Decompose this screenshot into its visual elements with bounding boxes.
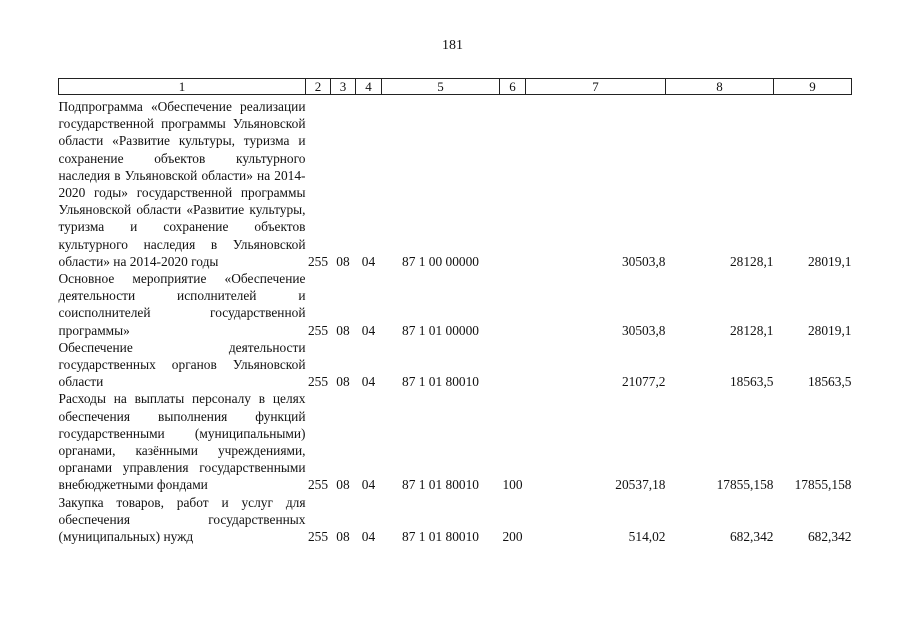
row-target-article: 87 1 01 80010 <box>402 529 479 545</box>
row-section: 08 <box>336 529 350 545</box>
row-amount-col7: 20537,18 <box>615 477 666 493</box>
row-amount-col9: 28019,1 <box>807 322 852 338</box>
row-amount-col8: 28128,1 <box>729 253 774 269</box>
column-number-row <box>59 79 852 95</box>
row-section: 08 <box>336 253 350 269</box>
table-row <box>59 494 852 546</box>
row-admin-code: 255 <box>307 253 329 269</box>
row-subsection: 04 <box>361 322 376 338</box>
row-amount-col7: 21077,2 <box>621 374 666 390</box>
row-expense-type: 200 <box>502 529 523 545</box>
row-subsection: 04 <box>361 253 376 269</box>
row-target-article: 87 1 01 80010 <box>402 477 479 493</box>
row-target-article: 87 1 00 00000 <box>402 253 479 269</box>
row-target-article: 87 1 01 80010 <box>402 374 479 390</box>
row-name: Обеспечение деятельности государственных органов Ульяновской области <box>58 339 306 390</box>
table-row <box>59 270 852 339</box>
row-amount-col9: 17855,158 <box>794 477 852 493</box>
column-header: 2 <box>306 79 331 95</box>
row-name: Подпрограмма «Обеспечение реализации государственной программы Ульяновской области «Развитие культуры, туризма и сохранение объектов культурного наследия в Ульяновской области» на 2014-2020 годы» государственной программы Ульяновской области «Развитие культуры, туризма и сохранение объектов культурного наследия в Ульяновской области» на 2014-2020 годы <box>58 99 306 269</box>
row-amount-col7: 30503,8 <box>621 253 666 269</box>
column-header: 4 <box>356 79 382 95</box>
row-section: 08 <box>336 477 350 493</box>
row-name: Основное мероприятие «Обеспечение деятельности исполнителей и соисполнителей государственной программы» <box>58 271 306 338</box>
table-row <box>59 390 852 493</box>
row-admin-code: 255 <box>307 374 329 390</box>
row-expense-type <box>500 339 526 391</box>
row-amount-col9: 682,342 <box>807 529 852 545</box>
row-admin-code: 255 <box>307 477 329 493</box>
row-amount-col7: 514,02 <box>628 529 666 545</box>
column-header: 8 <box>666 79 774 95</box>
row-subsection: 04 <box>361 374 376 390</box>
row-amount-col9: 18563,5 <box>807 374 852 390</box>
column-header: 5 <box>382 79 500 95</box>
row-admin-code: 255 <box>307 322 329 338</box>
budget-table <box>58 78 852 545</box>
row-target-article: 87 1 01 00000 <box>402 322 479 338</box>
table-row <box>59 339 852 391</box>
row-amount-col7: 30503,8 <box>621 322 666 338</box>
row-subsection: 04 <box>361 477 376 493</box>
page-number: 181 <box>442 38 463 53</box>
row-amount-col8: 682,342 <box>729 529 774 545</box>
row-name: Закупка товаров, работ и услуг для обеспечения государственных (муниципальных) нужд <box>58 494 306 545</box>
row-section: 08 <box>336 322 350 338</box>
column-header: 1 <box>59 79 306 95</box>
column-header: 3 <box>331 79 356 95</box>
row-subsection: 04 <box>361 529 376 545</box>
row-section: 08 <box>336 374 350 390</box>
table-row <box>59 95 852 271</box>
row-amount-col8: 17855,158 <box>716 477 774 493</box>
row-admin-code: 255 <box>307 529 329 545</box>
row-amount-col9: 28019,1 <box>807 253 852 269</box>
row-amount-col8: 18563,5 <box>729 374 774 390</box>
row-name: Расходы на выплаты персоналу в целях обеспечения выполнения функций государственными (муниципальными) органами, казёнными учреждениями, органами управления государственными внебюджетными фондами <box>58 391 306 493</box>
row-expense-type <box>500 270 526 339</box>
column-header: 7 <box>526 79 666 95</box>
row-expense-type: 100 <box>502 477 523 493</box>
row-expense-type <box>500 95 526 271</box>
column-header: 9 <box>774 79 852 95</box>
row-amount-col8: 28128,1 <box>729 322 774 338</box>
column-header: 6 <box>500 79 526 95</box>
